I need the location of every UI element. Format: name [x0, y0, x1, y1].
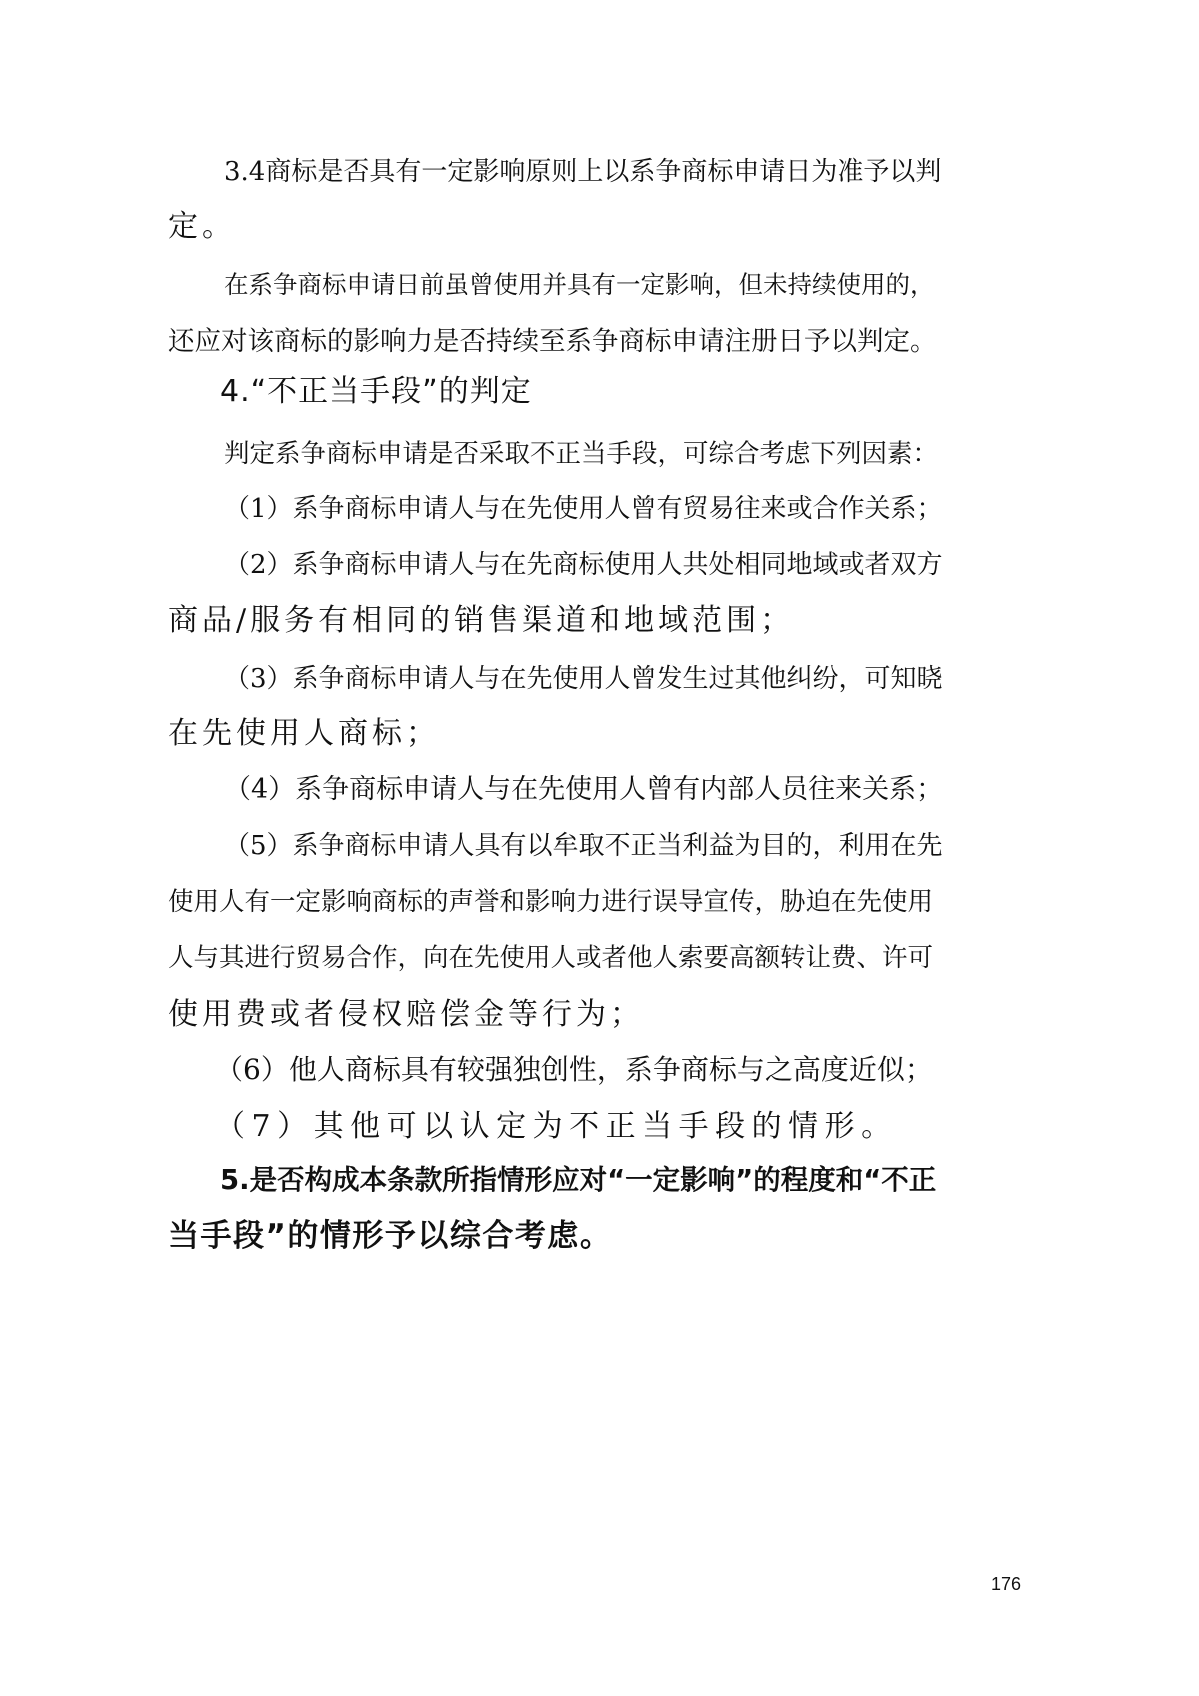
factor-5-line-2: 使用人有一定影响商标的声誉和影响力进行误导宣传，胁迫在先使用	[168, 887, 934, 917]
factor-6: （6）他人商标具有较强独创性，系争商标与之高度近似；	[215, 1053, 933, 1086]
factor-3-line-2: 在先使用人商标；	[168, 716, 440, 751]
factor-4: （4）系争商标申请人与在先使用人曾有内部人员往来关系；	[224, 774, 944, 805]
page-number: 176	[991, 1574, 1022, 1594]
section-4-heading: 4.“不正当手段”的判定	[220, 374, 532, 409]
factor-1: （1）系争商标申请人与在先使用人曾有贸易往来或合作关系；	[224, 494, 943, 524]
paragraph-3-4-line-1: 3.4商标是否具有一定影响原则上以系争商标申请日为准予以判	[224, 157, 942, 187]
factor-7: （7）其他可以认定为不正当手段的情形。	[215, 1109, 898, 1144]
factor-5-line-4: 使用费或者侵权赔偿金等行为；	[168, 997, 644, 1032]
section-5-line-2: 当手段”的情形予以综合考虑。	[168, 1218, 613, 1254]
factor-3-line-1: （3）系争商标申请人与在先使用人曾发生过其他纠纷，可知晓	[224, 664, 943, 694]
factor-5-line-3: 人与其进行贸易合作，向在先使用人或者他人索要高额转让费、许可	[168, 943, 934, 973]
factor-2-line-2: 商品/服务有相同的销售渠道和地域范围；	[168, 603, 795, 638]
section-5-line-1: 5.是否构成本条款所指情形应对“一定影响”的程度和“不正	[220, 1164, 937, 1196]
paragraph-continuity-line-2: 还应对该商标的影响力是否持续至系争商标申请注册日予以判定。	[168, 326, 937, 357]
paragraph-continuity-line-1: 在系争商标申请日前虽曾使用并具有一定影响，但未持续使用的，	[224, 270, 935, 299]
factors-intro: 判定系争商标申请是否采取不正当手段，可综合考虑下列因素：	[224, 439, 939, 469]
factor-5-line-1: （5）系争商标申请人具有以牟取不正当利益为目的，利用在先	[224, 831, 943, 861]
paragraph-3-4-line-2: 定。	[168, 209, 236, 244]
factor-2-line-1: （2）系争商标申请人与在先商标使用人共处相同地域或者双方	[224, 550, 943, 580]
